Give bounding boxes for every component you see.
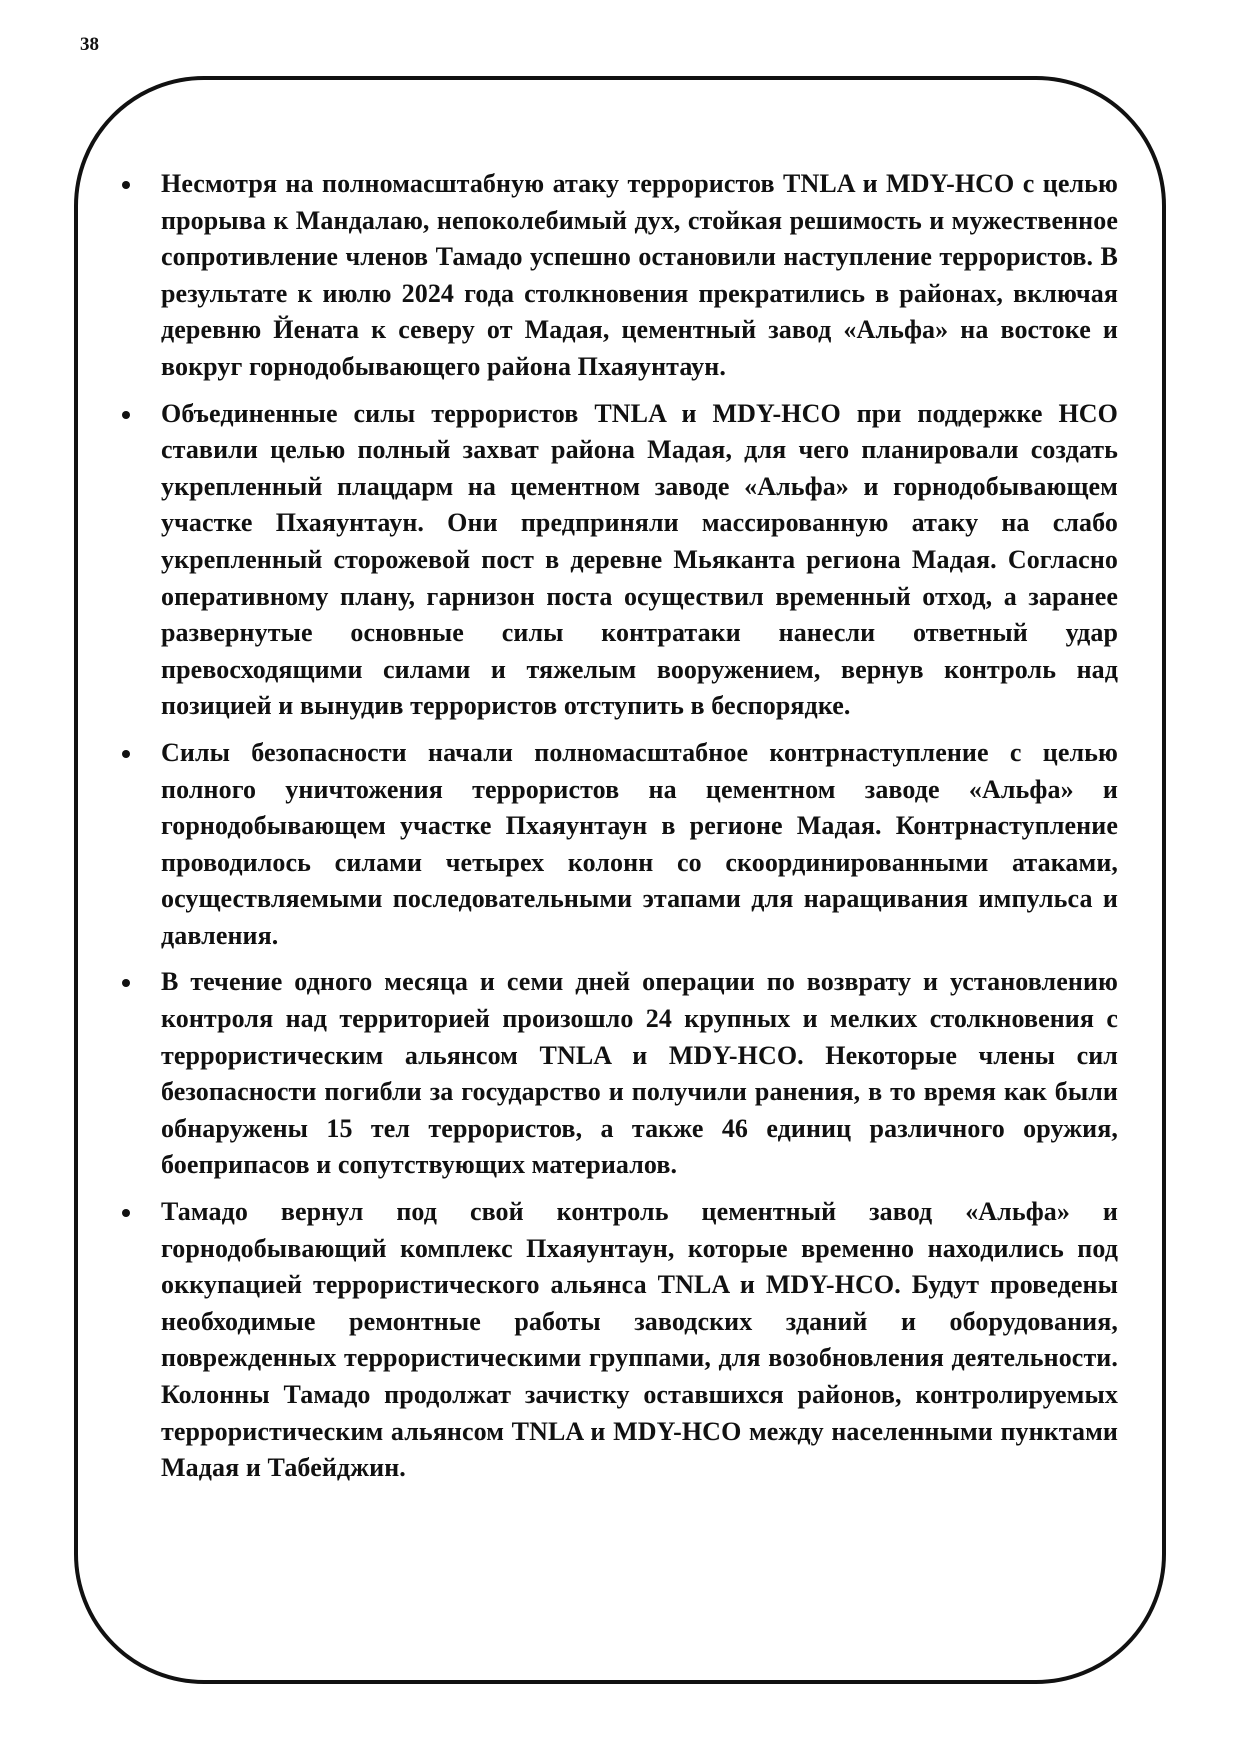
bullet-dot-icon [122, 979, 130, 987]
bullet-dot-icon [122, 411, 130, 419]
bullet-item [118, 166, 1118, 386]
bullet-text: Объединенные силы террористов TNLA и MDY-НСО при поддержке НСО ставили целью полный захват района Мадая, для чего планировали создать укрепленный плацдарм на цементном заводе «Альфа» и горнодобывающем участке Пхаяунтаун. Они предприняли массированную атаку на слабо укрепленный сторожевой пост в деревне Мьяканта региона Мадая. Согласно оперативному плану, гарнизон поста осуществил временный отход, а заранее развернутые основные силы контратаки нанесли ответный удар превосходящими силами и тяжелым вооружением, вернув контроль над позицией и вынудив террористов отступить в беспорядке. [161, 398, 1118, 721]
bullet-item [118, 396, 1118, 725]
bullet-text: Тамадо вернул под свой контроль цементный завод «Альфа» и горнодобывающий комплекс Пхаяунтаун, которые временно находились под оккупацией террористического альянса TNLA и MDY-НСО. Будут проведены необходимые ремонтные работы заводских зданий и оборудования, поврежденных террористическими группами, для возобновления деятельности. Колонны Тамадо продолжат зачистку оставшихся районов, контролируемых террористическим альянсом TNLA и MDY-НСО между населенными пунктами Мадая и Табейджин. [161, 1197, 1118, 1483]
bullet-text: Силы безопасности начали полномасштабное контрнаступление с целью полного уничтожения террористов на цементном заводе «Альфа» и горнодобывающем участке Пхаяунтаун в регионе Мадая. Контрнаступление проводилось силами четырех колонн со скоординированными атаками, осуществляемыми последовательными этапами для наращивания импульса и давления. [161, 737, 1118, 950]
bullet-item [118, 735, 1118, 955]
page-number: 38 [80, 34, 99, 55]
bullet-dot-icon [122, 750, 130, 758]
bullet-list [118, 166, 1118, 1497]
bullet-item [118, 964, 1118, 1184]
bullet-text: Несмотря на полномасштабную атаку террористов TNLA и MDY-НСО с целью прорыва к Мандалаю, непоколебимый дух, стойкая решимость и мужественное сопротивление членов Тамадо успешно остановили наступление террористов. В результате к июлю 2024 года столкновения прекратились в районах, включая деревню Йената к северу от Мадая, цементный завод «Альфа» на востоке и вокруг горнодобывающего района Пхаяунтаун. [161, 169, 1118, 381]
bullet-item [118, 1194, 1118, 1487]
bullet-dot-icon [122, 1209, 130, 1217]
bullet-text: В течение одного месяца и семи дней операции по возврату и установлению контроля над территорией произошло 24 крупных и мелких столкновения с террористическим альянсом TNLA и MDY-НСО. Некоторые члены сил безопасности погибли за государство и получили ранения, в то время как были обнаружены 15 тел террористов, а также 46 единиц различного оружия, боеприпасов и сопутствующих материалов. [161, 967, 1118, 1180]
bullet-dot-icon [122, 181, 130, 189]
